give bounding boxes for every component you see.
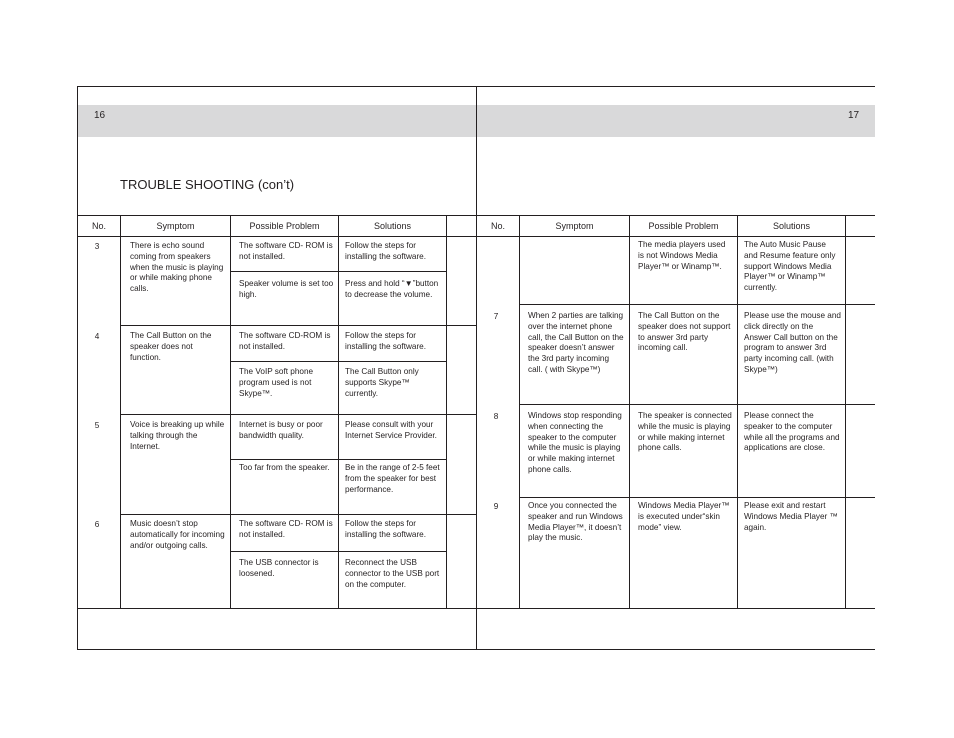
solution-cell: Reconnect the USB connector to the USB port on the computer. bbox=[345, 558, 440, 589]
solution-cell: Please exit and restart Windows Media Player ™ again. bbox=[744, 501, 838, 532]
solution-cell: Follow the steps for installing the software. bbox=[345, 331, 427, 351]
row-rule bbox=[519, 497, 875, 498]
header-possible-problem: Possible Problem bbox=[249, 221, 320, 231]
solution-cell: The Call Button only supports Skype™ currently. bbox=[345, 367, 419, 398]
column-rule bbox=[120, 215, 121, 608]
row-rule bbox=[519, 404, 875, 405]
row-number: 4 bbox=[94, 332, 100, 341]
problem-cell: The software CD- ROM is not installed. bbox=[239, 519, 333, 539]
problem-cell: The USB connector is loosened. bbox=[239, 558, 319, 578]
problem-cell: The software CD-ROM is not installed. bbox=[239, 331, 331, 351]
symptom-cell: When 2 parties are talking over the internet phone call, the Call Button on the speaker doesn’t answer the 3rd party incoming call. ( with Skype™) bbox=[528, 311, 624, 374]
header-no: No. bbox=[91, 221, 106, 231]
row-rule bbox=[120, 514, 476, 515]
row-number: 8 bbox=[493, 412, 499, 421]
row-number: 9 bbox=[493, 502, 499, 511]
header-possible-problem: Possible Problem bbox=[648, 221, 719, 231]
row-rule bbox=[120, 414, 476, 415]
symptom-cell: The Call Button on the speaker does not function. bbox=[130, 331, 212, 362]
column-rule bbox=[845, 215, 846, 608]
header-no: No. bbox=[490, 221, 505, 231]
page-header-band-right bbox=[477, 105, 875, 137]
problem-cell: Internet is busy or poor bandwidth quality. bbox=[239, 420, 323, 440]
solution-cell: Press and hold “▼”button to decrease the volume. bbox=[345, 279, 439, 299]
solution-cell: Please connect the speaker to the computer while all the programs and applications are close. bbox=[744, 411, 840, 453]
row-rule bbox=[120, 325, 476, 326]
row-rule bbox=[519, 304, 875, 305]
page-title: TROUBLE SHOOTING (con’t) bbox=[120, 177, 295, 192]
page-number-left: 16 bbox=[94, 110, 106, 121]
problem-cell: The software CD- ROM is not installed. bbox=[239, 241, 333, 261]
header-solutions: Solutions bbox=[373, 221, 412, 231]
solution-cell: Be in the range of 2-5 feet from the speaker for best performance. bbox=[345, 463, 440, 494]
problem-cell: The speaker is connected while the music is playing or while making internet phone calls. bbox=[638, 411, 732, 453]
solution-cell: Follow the steps for installing the software. bbox=[345, 241, 427, 261]
row-number: 3 bbox=[94, 242, 100, 251]
solution-cell: Follow the steps for installing the software. bbox=[345, 519, 427, 539]
symptom-cell: Voice is breaking up while talking through the Internet. bbox=[130, 420, 225, 451]
row-number: 5 bbox=[94, 421, 100, 430]
column-rule bbox=[737, 215, 738, 608]
problem-cell: Windows Media Player™ is executed under“skin mode” view. bbox=[638, 501, 730, 532]
table-header-rule bbox=[78, 236, 875, 237]
page-number-right: 17 bbox=[848, 110, 860, 121]
symptom-cell: Music doesn’t stop automatically for incoming and/or outgoing calls. bbox=[130, 519, 225, 550]
column-rule bbox=[338, 215, 339, 608]
column-rule bbox=[629, 215, 630, 608]
row-number: 7 bbox=[493, 312, 499, 321]
symptom-cell: There is echo sound coming from speakers when the music is playing or while making phone calls. bbox=[130, 241, 224, 294]
symptom-cell: Windows stop responding when connecting the speaker to the computer while the music is playing or while making internet phone calls. bbox=[528, 411, 622, 474]
symptom-cell: Once you connected the speaker and run Windows Media Player™, it doesn’t play the music. bbox=[528, 501, 623, 543]
column-rule bbox=[446, 215, 447, 608]
header-symptom: Symptom bbox=[555, 221, 594, 231]
problem-cell: Too far from the speaker. bbox=[239, 463, 330, 472]
page-divider bbox=[476, 86, 477, 650]
problem-cell: The VoIP soft phone program used is not Skype™. bbox=[239, 367, 314, 398]
page-header-band-left bbox=[78, 105, 476, 137]
column-rule bbox=[230, 215, 231, 608]
header-solutions: Solutions bbox=[772, 221, 811, 231]
solution-cell: Please use the mouse and click directly on the Answer Call button on the program to answer 3rd party incoming call. (with Skype™) bbox=[744, 311, 841, 374]
row-number: 6 bbox=[94, 520, 100, 529]
problem-cell: Speaker volume is set too high. bbox=[239, 279, 334, 299]
solution-cell: Please consult with your Internet Service Provider. bbox=[345, 420, 437, 440]
problem-cell: The media players used is not Windows Media Player™ or Winamp™. bbox=[638, 240, 726, 271]
problem-cell: The Call Button on the speaker does not support to answer 3rd party incoming call. bbox=[638, 311, 731, 353]
column-rule bbox=[519, 215, 520, 608]
solution-cell: The Auto Music Pause and Resume feature only support Windows Media Player™ or Winamp™ currently. bbox=[744, 240, 836, 293]
table-bottom-rule bbox=[78, 608, 875, 609]
header-symptom: Symptom bbox=[156, 221, 195, 231]
